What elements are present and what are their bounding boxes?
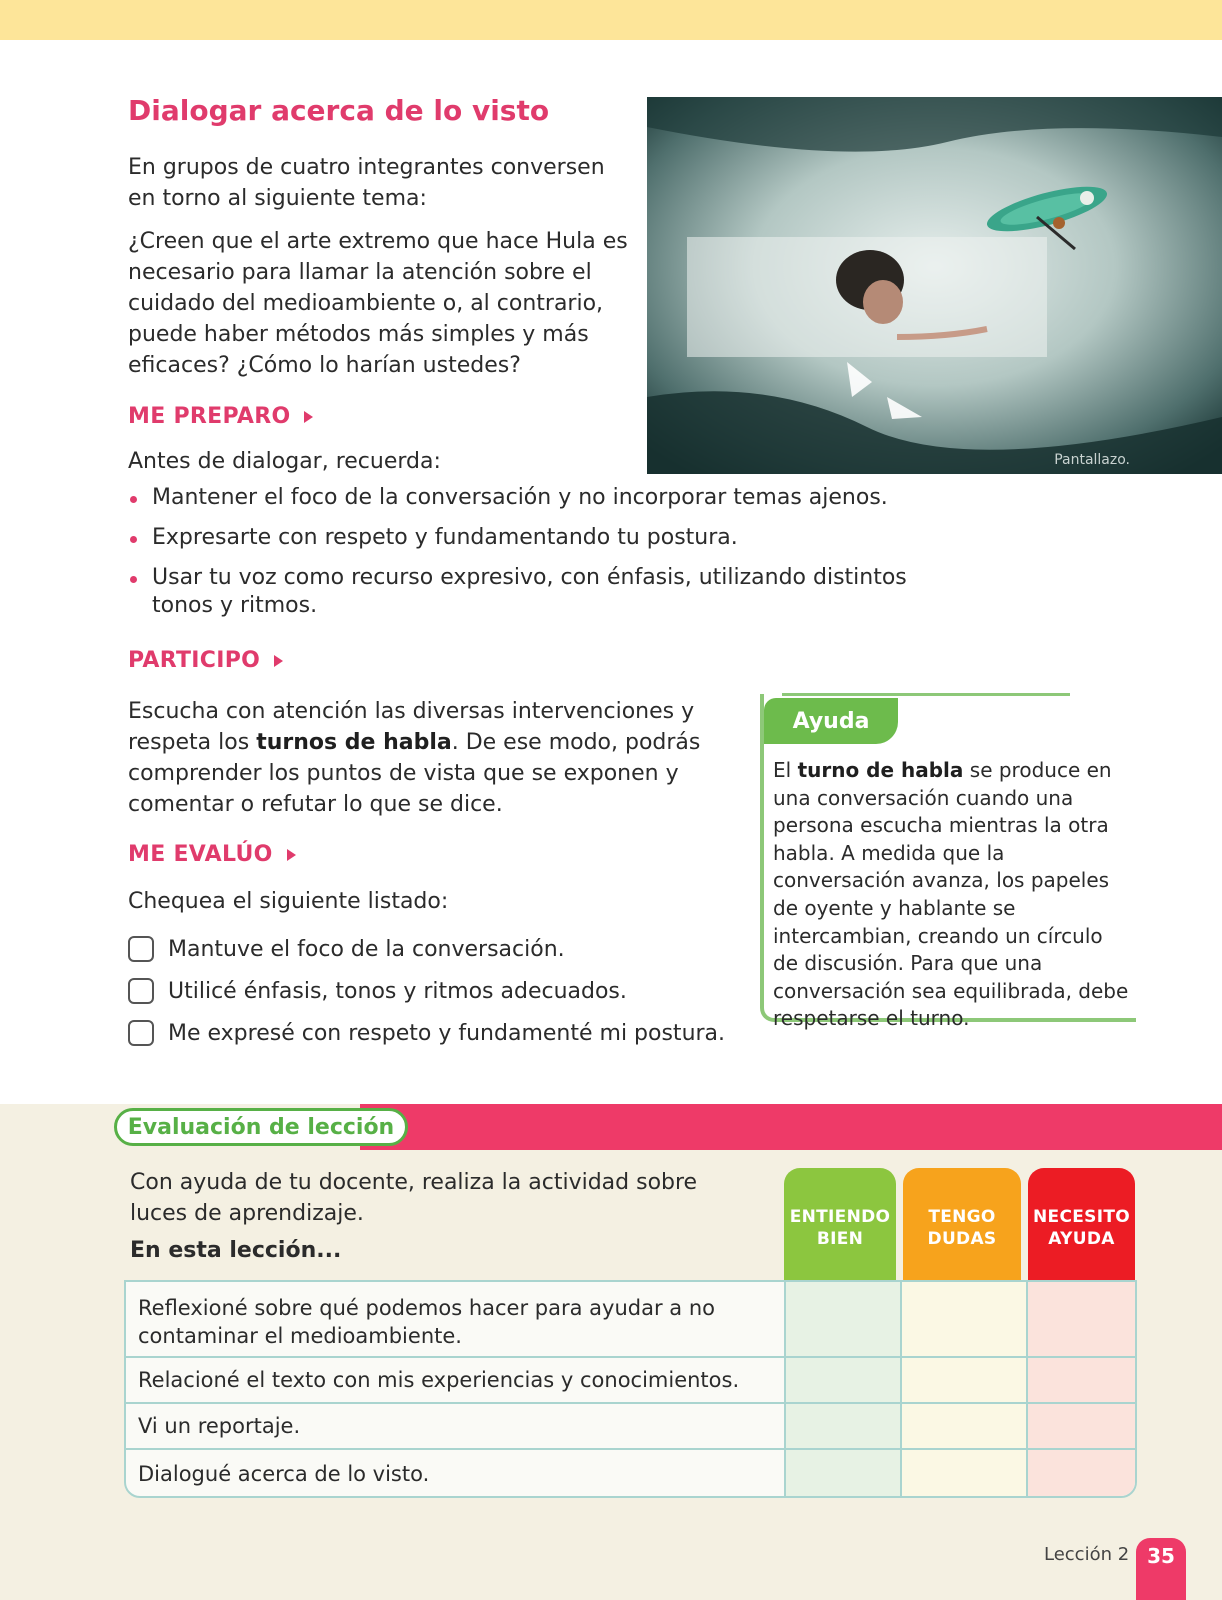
help-box-title: Ayuda (764, 698, 898, 744)
participo-heading: PARTICIPO (128, 648, 283, 673)
section-intro: En grupos de cuatro integrantes conversen en torno al siguiente tema: (128, 155, 605, 211)
cell-necesito-ayuda[interactable] (1026, 1358, 1137, 1402)
light-entiendo-bien: ENTIENDO BIEN (784, 1168, 896, 1280)
table-row: Reflexioné sobre qué podemos hacer para ayudar a no contaminar el medioambiente. (126, 1282, 1137, 1358)
checkbox[interactable] (128, 936, 154, 962)
evaluo-lead: Chequea el siguiente listado: (128, 889, 449, 914)
cell-necesito-ayuda[interactable] (1026, 1282, 1137, 1356)
video-screenshot-photo (647, 97, 1222, 474)
preparo-lead: Antes de dialogar, recuerda: (128, 449, 441, 474)
me-evaluo-heading: ME EVALÚO (128, 842, 296, 867)
checklist-item: Me expresé con respeto y fundamenté mi postura. (128, 1012, 725, 1054)
evaluation-header-bar (360, 1104, 1222, 1150)
page-number: 35 (1136, 1538, 1186, 1600)
photo-caption: Pantallazo. (1054, 452, 1130, 468)
triangle-right-icon (287, 849, 296, 861)
table-row: Relacioné el texto con mis experiencias y conocimientos. (126, 1358, 1137, 1404)
cell-tengo-dudas[interactable] (900, 1282, 1026, 1356)
bold-term: turnos de habla (256, 730, 452, 755)
section-question: ¿Creen que el arte extremo que hace Hula es necesario para llamar la atención sobre el cuidado del medioambiente o, al contrario, puede haber métodos más simples y más eficaces? ¿Cómo lo harían ustedes? (128, 229, 628, 378)
help-box-text: El turno de habla se produce en una conversación cuando una persona escucha mientras la otra habla. A medida que la conversación avanza, los papeles de oyente y hablante se intercambian, creando un círculo de discusión. Para que una conversación sea equilibrada, debe respetarse el turno. (773, 758, 1129, 1031)
cell-entiendo-bien[interactable] (784, 1450, 900, 1498)
triangle-right-icon (274, 655, 283, 667)
cell-necesito-ayuda[interactable] (1026, 1404, 1137, 1448)
light-tengo-dudas: TENGO DUDAS (903, 1168, 1021, 1280)
evaluation-lesson-label: En esta lección... (130, 1238, 342, 1263)
me-preparo-heading: ME PREPARO (128, 404, 313, 429)
checklist-item: Utilicé énfasis, tonos y ritmos adecuados. (128, 970, 725, 1012)
cell-tengo-dudas[interactable] (900, 1404, 1026, 1448)
cell-entiendo-bien[interactable] (784, 1282, 900, 1356)
participo-text: Escucha con atención las diversas intervenciones y respeta los turnos de habla. De ese modo, podrás comprender los puntos de vista que se exponen y comentar o refutar lo que se dice. (128, 699, 701, 817)
help-box-top-line (782, 693, 1070, 696)
cell-entiendo-bien[interactable] (784, 1358, 900, 1402)
evaluation-intro: Con ayuda de tu docente, realiza la actividad sobre luces de aprendizaje. (130, 1170, 698, 1226)
bold-term: turno de habla (797, 758, 964, 782)
list-item: Usar tu voz como recurso expresivo, con énfasis, utilizando distintos tonos y ritmos. (128, 564, 908, 620)
preparo-bullet-list (128, 484, 908, 632)
footer-lesson-label: Lección 2 (1044, 1544, 1130, 1565)
checkbox[interactable] (128, 978, 154, 1004)
triangle-right-icon (304, 411, 313, 423)
table-row: Dialogué acerca de lo visto. (126, 1450, 1137, 1498)
self-check-list (128, 928, 725, 1054)
cell-necesito-ayuda[interactable] (1026, 1450, 1137, 1498)
cell-entiendo-bien[interactable] (784, 1404, 900, 1448)
section-title: Dialogar acerca de lo visto (128, 94, 550, 127)
checklist-item: Mantuve el foco de la conversación. (128, 928, 725, 970)
list-item: Expresarte con respeto y fundamentando tu postura. (128, 524, 908, 552)
light-necesito-ayuda: NECESITO AYUDA (1028, 1168, 1135, 1280)
top-band (0, 0, 1222, 40)
list-item: Mantener el foco de la conversación y no incorporar temas ajenos. (128, 484, 908, 512)
table-row: Vi un reportaje. (126, 1404, 1137, 1450)
photo-illustration (647, 97, 1222, 474)
evaluation-title: Evaluación de lección (114, 1108, 408, 1146)
evaluation-table (124, 1280, 1137, 1498)
cell-tengo-dudas[interactable] (900, 1358, 1026, 1402)
cell-tengo-dudas[interactable] (900, 1450, 1026, 1498)
checkbox[interactable] (128, 1020, 154, 1046)
